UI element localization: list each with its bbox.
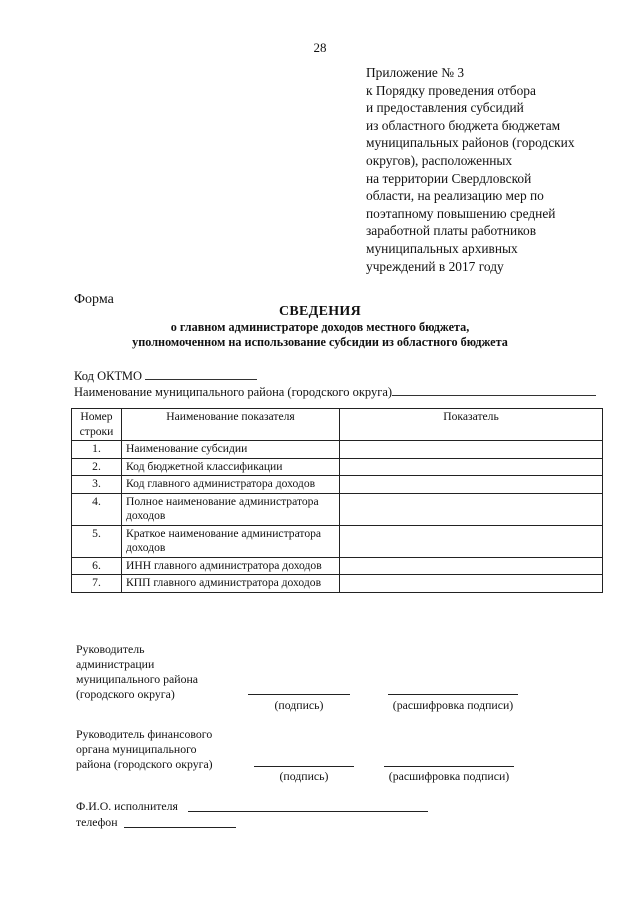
row-number: 1. <box>72 441 122 459</box>
head-decoding-label: (расшифровка подписи) <box>392 698 514 712</box>
finance-title-line: органа муниципального <box>76 742 197 756</box>
finance-signature-label: (подпись) <box>279 769 329 783</box>
row-value-cell[interactable] <box>340 525 603 557</box>
row-value-cell[interactable] <box>340 557 603 575</box>
head-decoding-line[interactable] <box>388 694 518 695</box>
appendix-line: поэтапному повышению средней <box>366 205 556 221</box>
oktmo-input-line[interactable] <box>145 368 257 380</box>
appendix-line: Приложение № 3 <box>366 65 465 80</box>
row-value-cell[interactable] <box>340 493 603 525</box>
finance-head-signature-block <box>76 727 213 772</box>
table-header-row <box>72 409 603 441</box>
header-indicator-value: Показатель <box>340 409 603 441</box>
appendix-line: округов), расположенных <box>366 152 513 168</box>
table-row <box>72 458 603 476</box>
table-row <box>72 557 603 575</box>
title-line-2: о главном администраторе доходов местного бюджета, <box>170 320 470 334</box>
table-row <box>72 575 603 593</box>
appendix-line: из областного бюджета бюджетам <box>366 117 561 133</box>
header-row-number: Номер строки <box>72 409 122 441</box>
page-number: 28 <box>313 40 327 55</box>
table-row <box>72 441 603 459</box>
municipality-label: Наименование муниципального района (городского округа) <box>74 385 393 399</box>
municipality-field <box>74 384 596 400</box>
row-value-cell[interactable] <box>340 476 603 494</box>
row-number: 6. <box>72 557 122 575</box>
head-title-line: муниципального района <box>76 672 199 686</box>
appendix-line: к Порядку проведения отбора <box>366 82 536 98</box>
header-indicator-name: Наименование показателя <box>122 409 340 441</box>
executor-label: Ф.И.О. исполнителя <box>76 799 178 813</box>
finance-title-line: Руководитель финансового <box>76 727 213 741</box>
row-number: 5. <box>72 525 122 557</box>
row-value-cell[interactable] <box>340 575 603 593</box>
form-label: Форма <box>74 292 114 307</box>
executor-input-line[interactable] <box>188 811 428 812</box>
oktmo-field <box>74 368 257 384</box>
title-line-3: уполномоченном на использование субсидии из областного бюджета <box>132 335 508 349</box>
row-name: ИНН главного администратора доходов <box>122 557 340 575</box>
phone-field <box>76 815 118 830</box>
finance-signature-line[interactable] <box>254 766 354 767</box>
row-number: 7. <box>72 575 122 593</box>
appendix-line: заработной платы работников <box>366 223 537 239</box>
row-number: 4. <box>72 493 122 525</box>
appendix-line: муниципальных архивных <box>366 240 518 256</box>
data-table <box>71 408 603 593</box>
row-number: 2. <box>72 458 122 476</box>
row-value-cell[interactable] <box>340 441 603 459</box>
executor-field <box>76 799 178 814</box>
phone-input-line[interactable] <box>124 827 236 828</box>
title-line-1: СВЕДЕНИЯ <box>278 304 362 319</box>
appendix-line: на территории Свердловской <box>366 170 532 186</box>
table-row <box>72 525 603 557</box>
head-title-line: (городского округа) <box>76 687 175 701</box>
head-title-line: Руководитель <box>76 642 145 656</box>
head-title-line: администрации <box>76 657 155 671</box>
finance-decoding-line[interactable] <box>384 766 514 767</box>
head-signature-block <box>76 642 198 702</box>
document-title <box>0 304 640 350</box>
head-signature-label: (подпись) <box>274 698 324 712</box>
row-value-cell[interactable] <box>340 458 603 476</box>
oktmo-label: Код ОКТМО <box>74 369 143 383</box>
table-row <box>72 476 603 494</box>
row-number: 3. <box>72 476 122 494</box>
appendix-line: учреждений в 2017 году <box>366 258 504 274</box>
appendix-line: муниципальных районов (городских <box>366 135 575 151</box>
finance-decoding-label: (расшифровка подписи) <box>388 769 510 783</box>
finance-title-line: района (городского округа) <box>76 757 213 771</box>
row-name: Наименование субсидии <box>122 441 340 459</box>
phone-label: телефон <box>76 815 118 829</box>
municipality-input-line[interactable] <box>392 384 596 396</box>
row-name: Краткое наименование администратора доходов <box>122 525 340 557</box>
table-row <box>72 493 603 525</box>
appendix-line: и предоставления субсидий <box>366 100 524 116</box>
appendix-line: области, на реализацию мер по <box>366 188 544 204</box>
row-name: КПП главного администратора доходов <box>122 575 340 593</box>
appendix-note <box>366 64 626 275</box>
head-signature-line[interactable] <box>248 694 350 695</box>
row-name: Полное наименование администратора доходов <box>122 493 340 525</box>
row-name: Код главного администратора доходов <box>122 476 340 494</box>
row-name: Код бюджетной классификации <box>122 458 340 476</box>
